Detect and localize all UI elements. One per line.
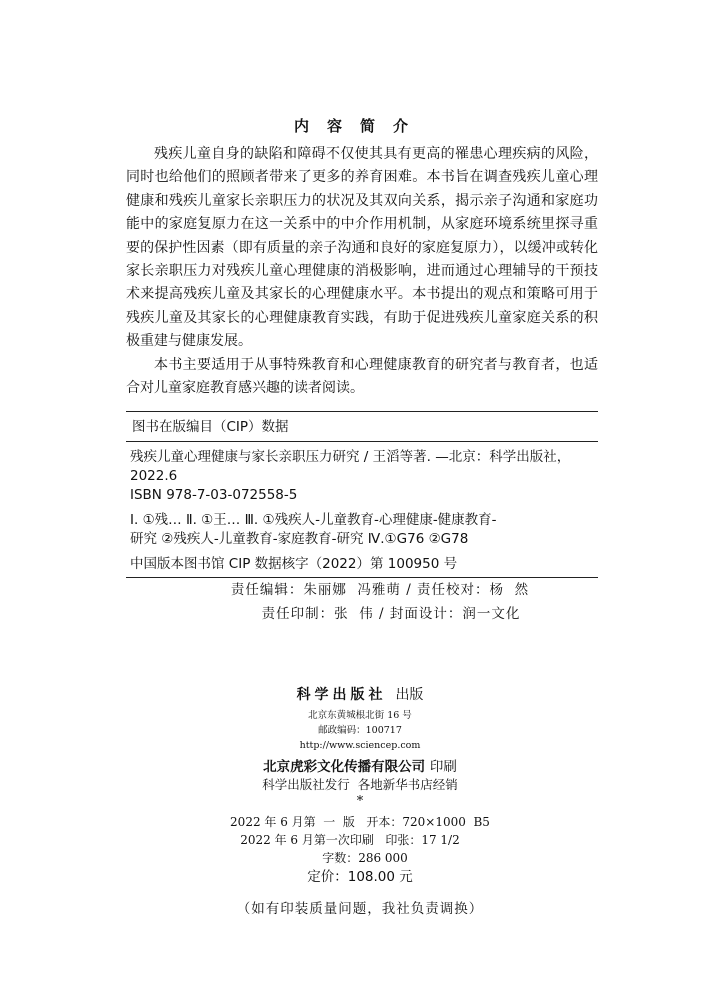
cip-number: 中国版本图书馆 CIP 数据核字（2022）第 100950 号 (130, 556, 458, 572)
summary-title: 内容简介 (293, 117, 426, 135)
editor-credits (0, 578, 720, 626)
cip-block (126, 411, 598, 578)
summary-paragraph: 残疾儿童自身的缺陷和障碍不仅使其具有更高的罹患心理疾病的风险，同时也给他们的照顾者带来了更多的养育困难。本书旨在调查残疾儿童心理健康和残疾儿童家长亲职压力的状况及其双向关系，揭示亲子沟通和家庭功能中的家庭复原力在这一关系中的中介作用机制，从家庭环境系统里探寻重要的保护性因素（即有质量的亲子沟通和良好的家庭复原力），以缓冲或转化家长亲职压力对残疾儿童心理健康的消极影响，进而通过心理辅导的干预技术来提高残疾儿童及其家长的心理健康水平。本书提出的观点和策略可用于残疾儿童及其家长的心理健康教育实践，有助于促进残疾儿童家庭关系的积极重建与健康发展。 (126, 146, 598, 350)
quality-notice: （如有印装质量问题，我社负责调换） (236, 901, 484, 917)
publisher-address: 北京东黄城根北街 16 号 (308, 710, 412, 721)
cip-bibliographic-line: 残疾儿童心理健康与家长亲职压力研究 / 王滔等著. —北京：科学出版社， (130, 449, 571, 465)
publisher-postcode: 邮政编码：100717 (318, 725, 402, 736)
cip-bibliographic-line: 2022.6 (130, 468, 178, 484)
editor-line: 责任编辑：朱丽娜 冯雅萌 / 责任校对：杨 然 (230, 582, 530, 598)
word-count: 字数：286 000 (322, 851, 408, 865)
editor-line: 责任印制：张 伟 / 封面设计：润一文化 (261, 606, 521, 622)
cip-classification-line: 研究 ②残疾人-儿童教育-家庭教育-研究 Ⅳ.①G76 ②G78 (130, 531, 469, 547)
price: 定价：108.00 元 (307, 869, 413, 885)
publisher-url: http://www.sciencep.com (299, 740, 421, 751)
cip-isbn: ISBN 978-7-03-072558-5 (130, 487, 298, 503)
print-line: 2022 年 6 月第一次印刷 印张：17 1/2 (240, 833, 460, 847)
edition-line: 2022 年 6 月第 一 版 开本：720×1000 B5 (230, 815, 490, 829)
printer-line (0, 755, 720, 775)
printer-suffix: 印刷 (429, 759, 457, 775)
cip-heading: 图书在版编目（CIP）数据 (126, 412, 598, 442)
publication-info (0, 684, 720, 917)
summary-paragraph: 本书主要适用于从事特殊教育和心理健康教育的研究者与教育者，也适合对儿童家庭教育感兴趣的读者阅读。 (126, 356, 598, 397)
publisher-line (0, 684, 720, 704)
cip-classification-line: Ⅰ. ①残… Ⅱ. ①王… Ⅲ. ①残疾人-儿童教育-心理健康-健康教育- (130, 512, 497, 528)
distribution-line: 科学出版社发行 各地新华书店经销 (262, 777, 458, 792)
separator-star: * (356, 794, 364, 809)
publisher-suffix: 出版 (395, 687, 424, 703)
summary-body (126, 143, 598, 400)
printer-name: 北京虎彩文化传播有限公司 (263, 759, 426, 775)
publisher-name: 科学出版社 (296, 687, 387, 703)
